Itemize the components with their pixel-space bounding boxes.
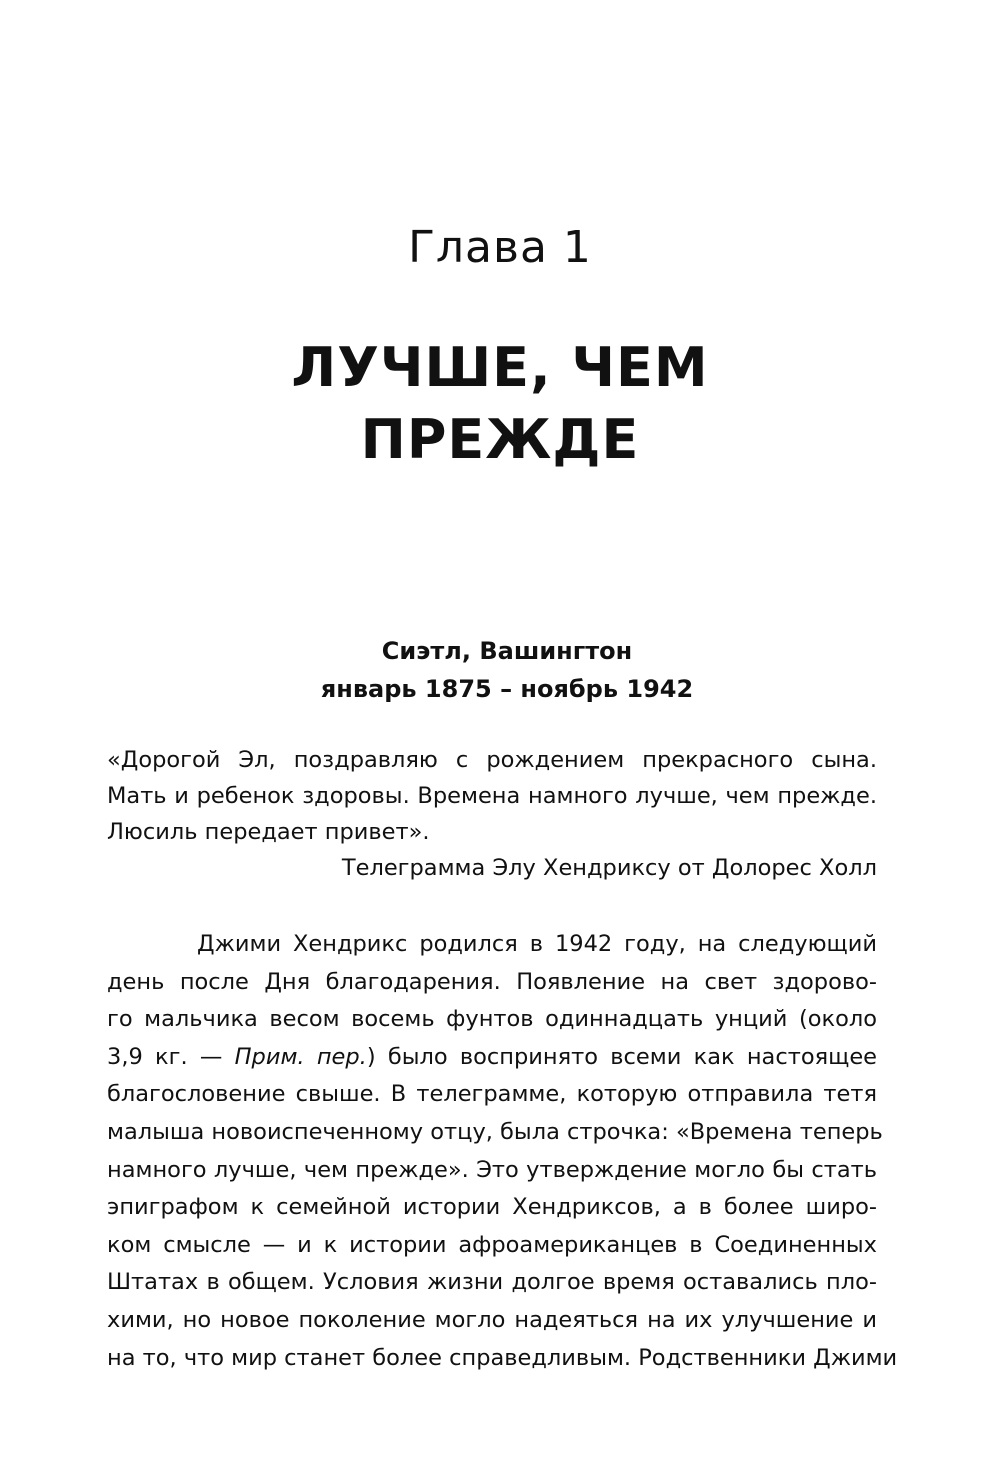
body-line: намного лучше, чем прежде». Это утверждение могло бы стать [107,1156,877,1183]
epigraph-line: «Дорогой Эл, поздравляю с рождением прекрасного сына. [107,747,877,773]
place-location: Сиэтл, Вашингтон [381,637,633,665]
place-heading [0,632,1000,708]
epigraph-attribution: Телеграмма Элу Хендриксу от Долорес Холл [341,855,877,881]
body-line: эпиграфом к семейной истории Хендриксов, а в более широ- [107,1194,877,1221]
chapter-title-line: ЛУЧШЕ, ЧЕМ [291,336,709,399]
body-line: го мальчика весом восемь фунтов одиннадцать унций (около [107,1006,877,1033]
translator-note: Прим. пер. [234,1043,367,1070]
body-paragraph [107,926,898,1377]
body-line: день после Дня благодарения. Появление на свет здорово- [107,968,877,995]
epigraph [107,742,877,886]
body-line: благословение свыше. В телеграмме, которую отправила тетя [107,1081,877,1108]
epigraph-line: Люсиль передает привет». [107,819,430,845]
body-line: Штатах в общем. Условия жизни долгое время оставались пло- [107,1269,877,1296]
place-dates: январь 1875 – ноябрь 1942 [320,675,694,703]
body-text-segment: 3,9 кг. — [107,1043,235,1070]
body-text-segment: ) было воспринято всеми как настоящее [366,1043,877,1070]
body-line: на то, что мир станет более справедливым. Родственники Джими [107,1344,898,1371]
body-line [107,1039,877,1077]
body-line: хими, но новое поколение могло надеяться на их улучшение и [107,1306,877,1333]
epigraph-line: Мать и ребенок здоровы. Времена намного лучше, чем прежде. [107,783,877,809]
chapter-title-line: ПРЕЖДЕ [360,408,640,471]
body-line: малыша новоиспеченному отцу, была строчка: «Времена теперь [107,1118,883,1145]
body-line: Джими Хендрикс родился в 1942 году, на следующий [197,931,877,957]
chapter-number: Глава 1 [408,222,592,273]
body-line: ком смысле — и к истории афроамериканцев в Соединенных [107,1231,877,1258]
chapter-title [0,332,1000,476]
